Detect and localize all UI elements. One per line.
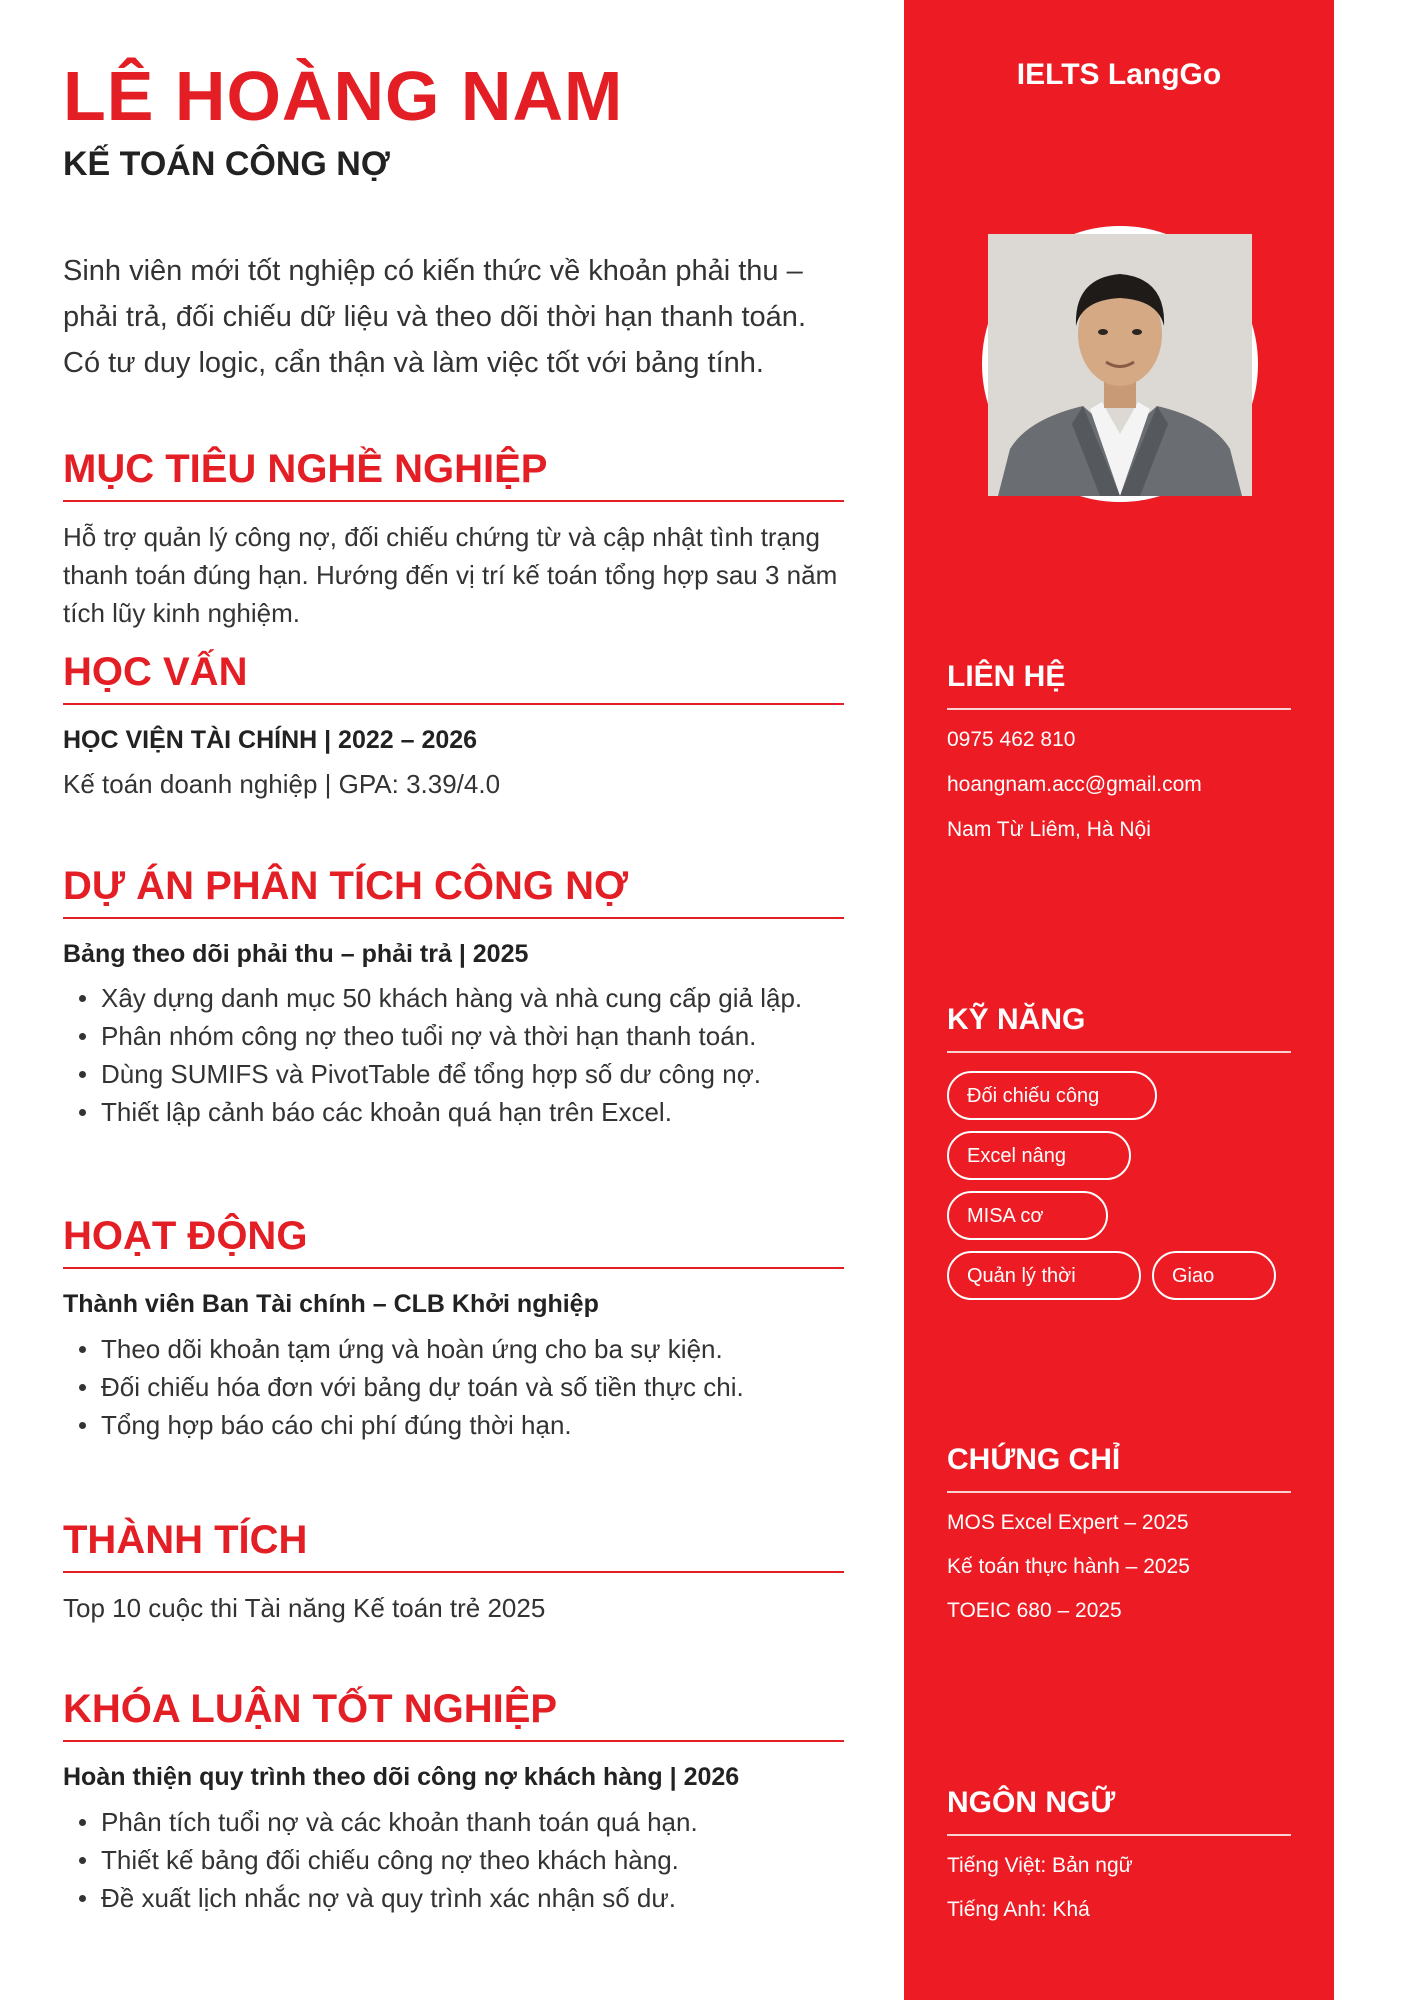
skill-chip: Quản lý thời — [947, 1251, 1141, 1300]
achievement-text: Top 10 cuộc thi Tài năng Kế toán trẻ 2025 — [63, 1593, 546, 1623]
thesis-bullets — [63, 1803, 844, 1917]
list-item: Đối chiếu hóa đơn với bảng dự toán và số tiền thực chi. — [63, 1368, 844, 1406]
contact-heading: LIÊN HỆ — [947, 660, 1291, 710]
skill-chip: MISA cơ — [947, 1191, 1108, 1240]
profile-photo — [988, 234, 1252, 496]
activity-heading: HOẠT ĐỘNG — [63, 1214, 844, 1269]
activity-subtitle: Thành viên Ban Tài chính – CLB Khởi nghiệp — [63, 1290, 599, 1318]
email-link[interactable]: hoangnam.acc@gmail.com — [947, 773, 1202, 796]
thesis-heading: KHÓA LUẬN TỐT NGHIỆP — [63, 1687, 844, 1742]
list-item: Xây dựng danh mục 50 khách hàng và nhà cung cấp giả lập. — [63, 979, 844, 1017]
objective-text: Hỗ trợ quản lý công nợ, đối chiếu chứng từ và cập nhật tình trạng thanh toán đúng hạn. Hướng đến vị trí kế toán tổng hợp sau 3 năm tích lũy kinh nghiệm. — [63, 522, 838, 628]
language-item: Tiếng Anh: Khá — [947, 1898, 1090, 1921]
achievement-heading: THÀNH TÍCH — [63, 1518, 844, 1573]
education-heading: HỌC VẤN — [63, 650, 844, 705]
education-detail: Kế toán doanh nghiệp | GPA: 3.39/4.0 — [63, 769, 501, 799]
activity-bullets — [63, 1330, 844, 1444]
summary-text: Sinh viên mới tốt nghiệp có kiến thức về khoản phải thu – phải trả, đối chiếu dữ liệu và theo dõi thời hạn thanh toán. Có tư duy logic, cẩn thận và làm việc tốt với bảng tính. — [63, 255, 806, 379]
job-title: KẾ TOÁN CÔNG NỢ — [63, 145, 390, 183]
phone-text: 0975 462 810 — [947, 728, 1076, 751]
thesis-subtitle: Hoàn thiện quy trình theo dõi công nợ khách hàng | 2026 — [63, 1763, 740, 1791]
address-text: Nam Từ Liêm, Hà Nội — [947, 818, 1151, 841]
list-item: Phân tích tuổi nợ và các khoản thanh toán quá hạn. — [63, 1803, 844, 1841]
certificate-item: Kế toán thực hành – 2025 — [947, 1555, 1190, 1578]
skill-chip: Đối chiếu công — [947, 1071, 1157, 1120]
project-bullets — [63, 979, 844, 1131]
objective-heading: MỤC TIÊU NGHỀ NGHIỆP — [63, 447, 844, 502]
certificates-heading: CHỨNG CHỈ — [947, 1443, 1291, 1493]
list-item: Theo dõi khoản tạm ứng và hoàn ứng cho ba sự kiện. — [63, 1330, 844, 1368]
language-item: Tiếng Việt: Bản ngữ — [947, 1854, 1133, 1877]
list-item: Dùng SUMIFS và PivotTable để tổng hợp số dư công nợ. — [63, 1055, 844, 1093]
skills-heading: KỸ NĂNG — [947, 1003, 1291, 1053]
list-item: Thiết kế bảng đối chiếu công nợ theo khách hàng. — [63, 1841, 844, 1879]
brand-logo-text: IELTS LangGo — [1016, 58, 1222, 91]
project-subtitle: Bảng theo dõi phải thu – phải trả | 2025 — [63, 940, 529, 968]
list-item: Thiết lập cảnh báo các khoản quá hạn trên Excel. — [63, 1093, 844, 1131]
skill-chip: Giao — [1152, 1251, 1276, 1300]
project-heading: DỰ ÁN PHÂN TÍCH CÔNG NỢ — [63, 864, 844, 919]
list-item: Tổng hợp báo cáo chi phí đúng thời hạn. — [63, 1406, 844, 1444]
list-item: Phân nhóm công nợ theo tuổi nợ và thời hạn thanh toán. — [63, 1017, 844, 1055]
certificate-item: MOS Excel Expert – 2025 — [947, 1511, 1189, 1534]
languages-heading: NGÔN NGỮ — [947, 1786, 1291, 1836]
candidate-name: LÊ HOÀNG NAM — [63, 57, 624, 135]
sidebar — [904, 0, 1334, 2000]
certificate-item: TOEIC 680 – 2025 — [947, 1599, 1122, 1622]
education-school: HỌC VIỆN TÀI CHÍNH | 2022 – 2026 — [63, 726, 478, 754]
list-item: Đề xuất lịch nhắc nợ và quy trình xác nhận số dư. — [63, 1879, 844, 1917]
skill-chip: Excel nâng — [947, 1131, 1131, 1180]
portrait-illustration — [988, 234, 1252, 496]
